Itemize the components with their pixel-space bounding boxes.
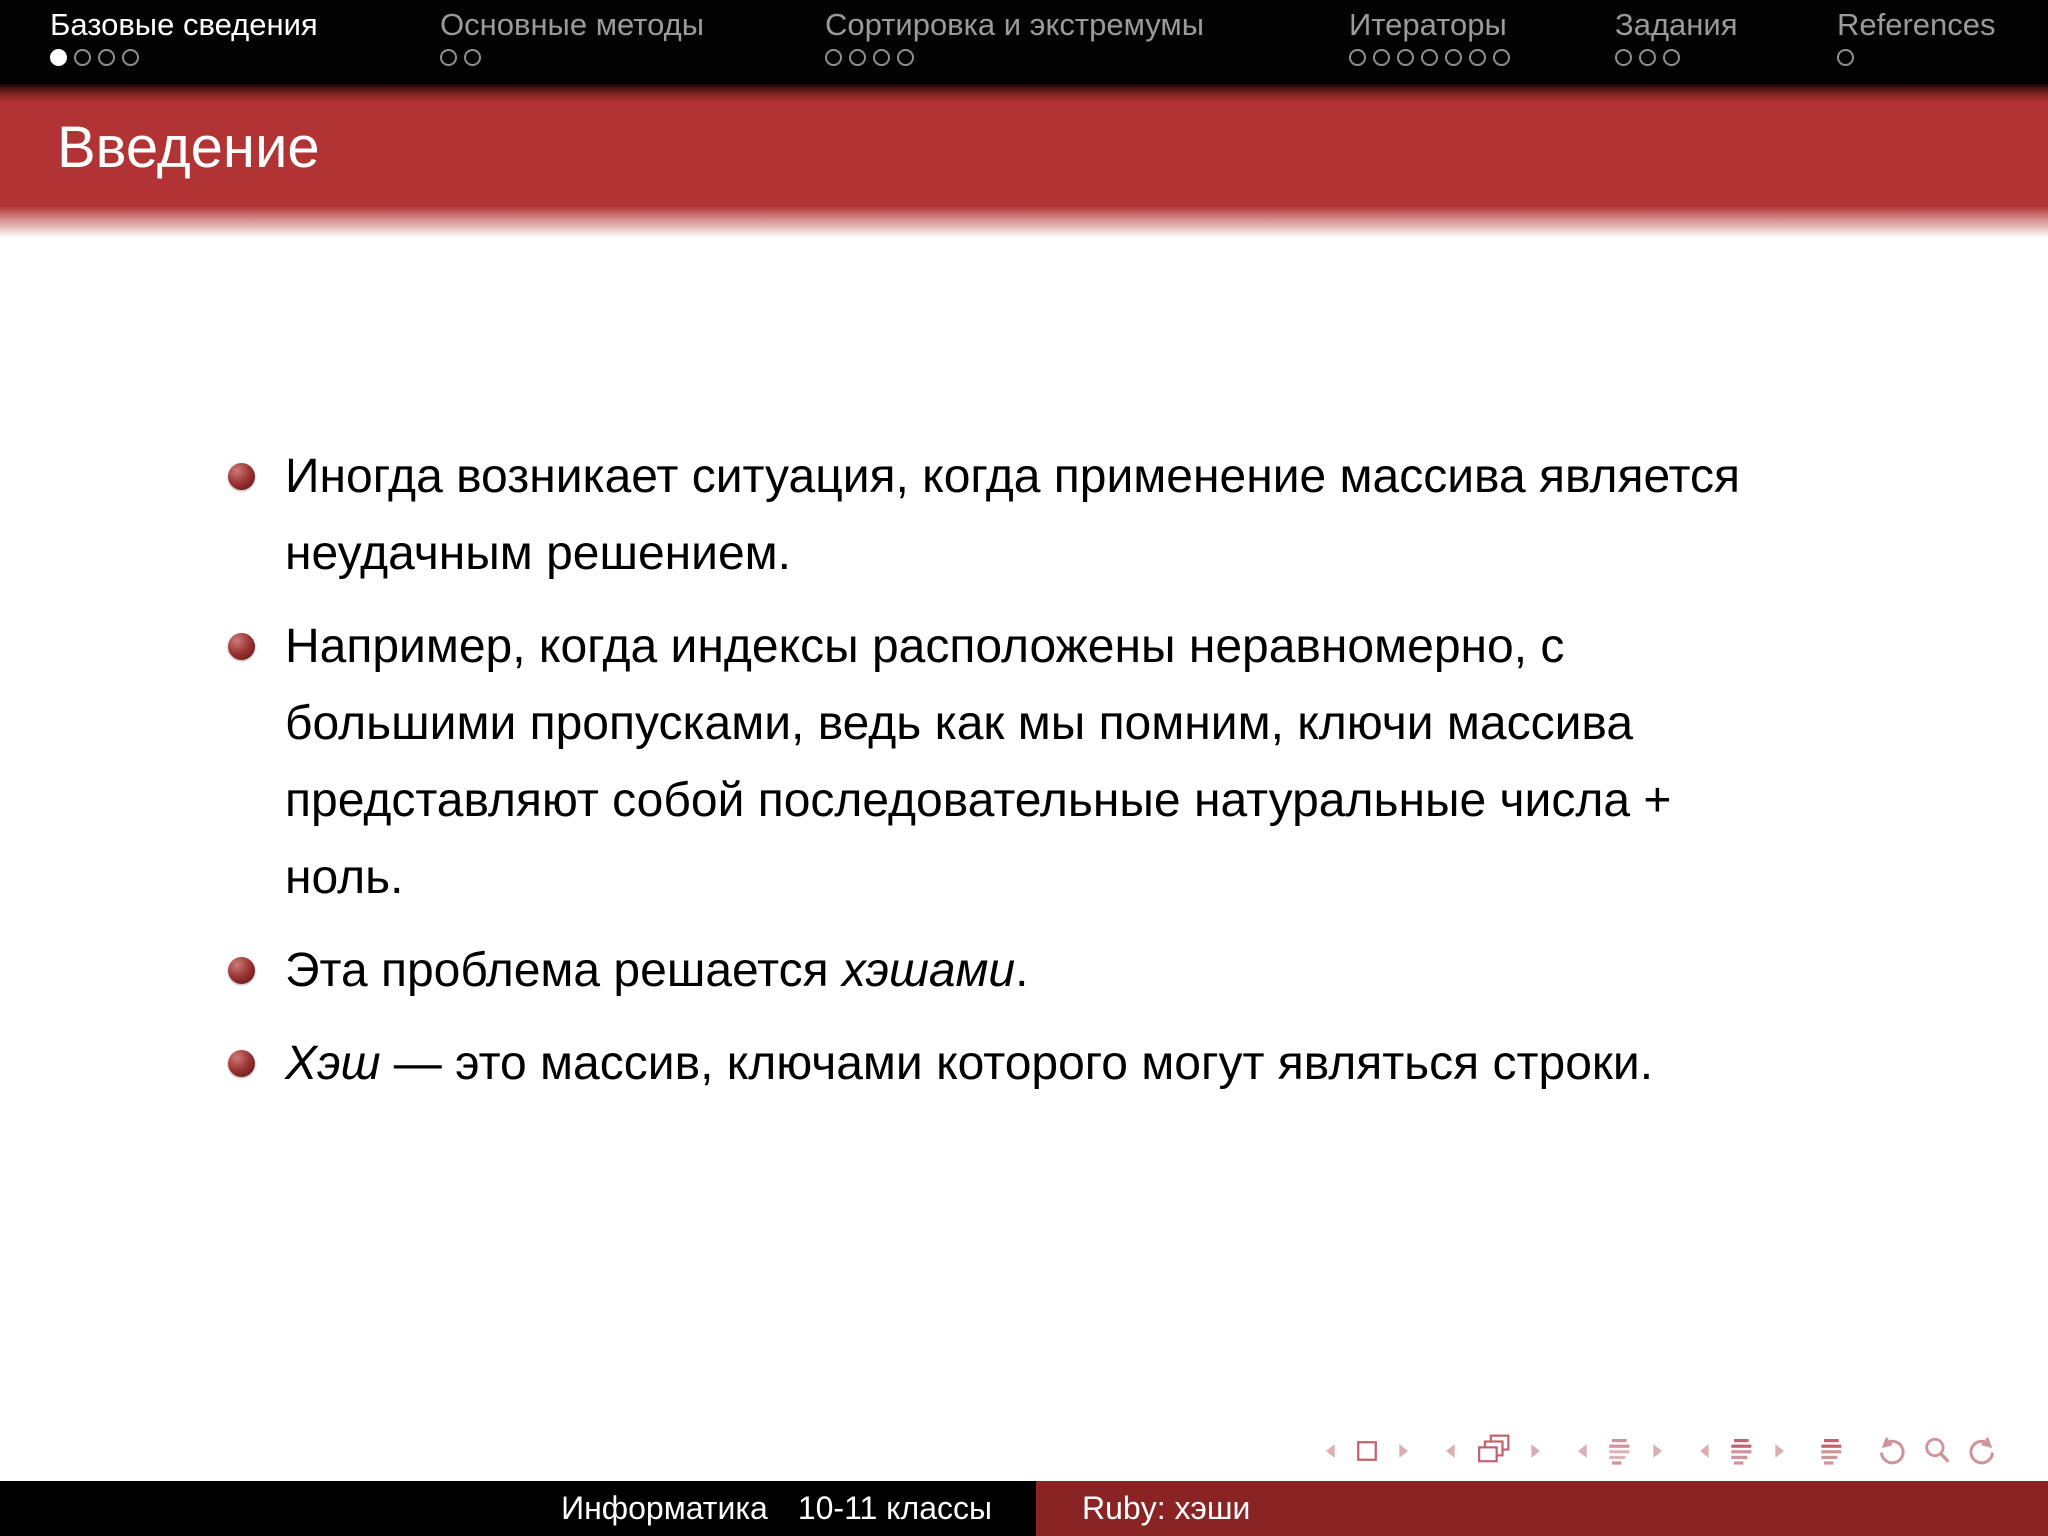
frame-title: Введение xyxy=(57,115,320,180)
arrow-left-icon[interactable] xyxy=(1572,1438,1594,1464)
frame-nav xyxy=(1440,1432,1546,1470)
bullet-text: Иногда возникает ситуация, когда применение массива является неудачным решением. xyxy=(285,450,1740,580)
bullet-text: — это массив, ключами которого могут являться строки. xyxy=(380,1037,1654,1090)
nav-section-6[interactable] xyxy=(1837,8,1996,66)
arrow-left-icon[interactable] xyxy=(1320,1438,1342,1464)
arrow-right-icon[interactable] xyxy=(1524,1438,1546,1464)
navigation-symbols-bar xyxy=(1320,1432,2000,1470)
slide-dot[interactable] xyxy=(464,49,481,66)
footer-talk-title: Ruby: хэши xyxy=(1082,1490,1251,1526)
slide-dot[interactable] xyxy=(1397,49,1414,66)
doc-lines-bold-icon[interactable] xyxy=(1726,1434,1758,1468)
slide-dot[interactable] xyxy=(74,49,91,66)
magnifier-icon[interactable] xyxy=(1920,1434,1954,1468)
slide-dot[interactable] xyxy=(849,49,866,66)
list-item xyxy=(228,608,1785,916)
slide-nav xyxy=(1320,1436,1414,1466)
slide-dot[interactable] xyxy=(1469,49,1486,66)
slide-dot[interactable] xyxy=(1493,49,1510,66)
slide-dot-current[interactable] xyxy=(50,49,67,66)
slide-dots xyxy=(440,49,704,66)
frame-title-shadow xyxy=(0,206,2048,238)
nav-section-label: Задания xyxy=(1615,7,1738,42)
list-item xyxy=(228,932,1785,1009)
bullet-text: Эта проблема решается xyxy=(285,944,842,997)
slide-dot[interactable] xyxy=(1421,49,1438,66)
bullet-text: . xyxy=(1015,944,1029,997)
frame-stack-icon[interactable] xyxy=(1472,1432,1514,1470)
bullet-text-italic: Хэш xyxy=(285,1037,381,1090)
footer-bar xyxy=(0,1481,2048,1536)
slide-dots xyxy=(1615,49,1738,66)
footer-institute: 10-11 классы xyxy=(797,1490,992,1526)
nav-section-label: Итераторы xyxy=(1349,7,1507,42)
slide-dot[interactable] xyxy=(1663,49,1680,66)
slide-dot[interactable] xyxy=(1837,49,1854,66)
undo-arrow-icon[interactable] xyxy=(1874,1433,1910,1469)
section-nav xyxy=(1694,1434,1790,1468)
slide-dot[interactable] xyxy=(122,49,139,66)
list-item xyxy=(228,438,1785,592)
bullet-icon xyxy=(228,463,255,490)
nav-section-label: References xyxy=(1837,7,1996,42)
bullet-icon xyxy=(228,957,255,984)
arrow-right-icon[interactable] xyxy=(1392,1438,1414,1464)
slide-dot[interactable] xyxy=(897,49,914,66)
slide-dot[interactable] xyxy=(873,49,890,66)
slide-dot[interactable] xyxy=(1373,49,1390,66)
bullet-text-italic: хэшами xyxy=(841,944,1016,997)
arrow-left-icon[interactable] xyxy=(1694,1438,1716,1464)
presentation-nav xyxy=(1816,1434,1848,1468)
arrow-right-icon[interactable] xyxy=(1768,1438,1790,1464)
slide-dots xyxy=(50,49,318,66)
bullet-text: Например, когда индексы расположены неравномерно, с большими пропусками, ведь как мы помним, ключи массива представляют собой последовательные натуральные числа + ноль. xyxy=(285,620,1672,904)
footer-author: Информатика xyxy=(561,1490,768,1526)
list-item xyxy=(228,1025,1785,1102)
nav-section-label: Сортировка и экстремумы xyxy=(825,7,1204,42)
arrow-left-icon[interactable] xyxy=(1440,1438,1462,1464)
footer-right-cell xyxy=(1036,1481,2048,1536)
slide-dot[interactable] xyxy=(98,49,115,66)
slide-dots xyxy=(825,49,1204,66)
doc-lines-icon[interactable] xyxy=(1604,1434,1636,1468)
slide-square-icon[interactable] xyxy=(1352,1436,1382,1466)
slide-dots xyxy=(1837,49,1996,66)
nav-section-3[interactable] xyxy=(825,8,1204,66)
bullet-icon xyxy=(228,633,255,660)
slide-dot[interactable] xyxy=(1445,49,1462,66)
slide-dot[interactable] xyxy=(1349,49,1366,66)
frame-title-bar xyxy=(0,84,2048,206)
nav-section-2[interactable] xyxy=(440,8,704,66)
slide-dot[interactable] xyxy=(825,49,842,66)
slide-dot[interactable] xyxy=(1639,49,1656,66)
subsection-nav xyxy=(1572,1434,1668,1468)
nav-section-1[interactable] xyxy=(50,8,318,66)
nav-section-4[interactable] xyxy=(1349,8,1510,66)
nav-section-label: Основные методы xyxy=(440,7,704,42)
doc-lines-bold-icon[interactable] xyxy=(1816,1434,1848,1468)
nav-section-5[interactable] xyxy=(1615,8,1738,66)
slide-dot[interactable] xyxy=(440,49,457,66)
footer-left-cell xyxy=(0,1481,1036,1536)
bullet-list xyxy=(228,438,1788,1118)
bullet-icon xyxy=(228,1050,255,1077)
slide-dot[interactable] xyxy=(1615,49,1632,66)
section-navigation-bar xyxy=(0,0,2048,84)
redo-arrow-icon[interactable] xyxy=(1964,1433,2000,1469)
nav-section-label: Базовые сведения xyxy=(50,7,318,42)
history-nav xyxy=(1874,1433,2000,1469)
slide-dots xyxy=(1349,49,1510,66)
arrow-right-icon[interactable] xyxy=(1646,1438,1668,1464)
